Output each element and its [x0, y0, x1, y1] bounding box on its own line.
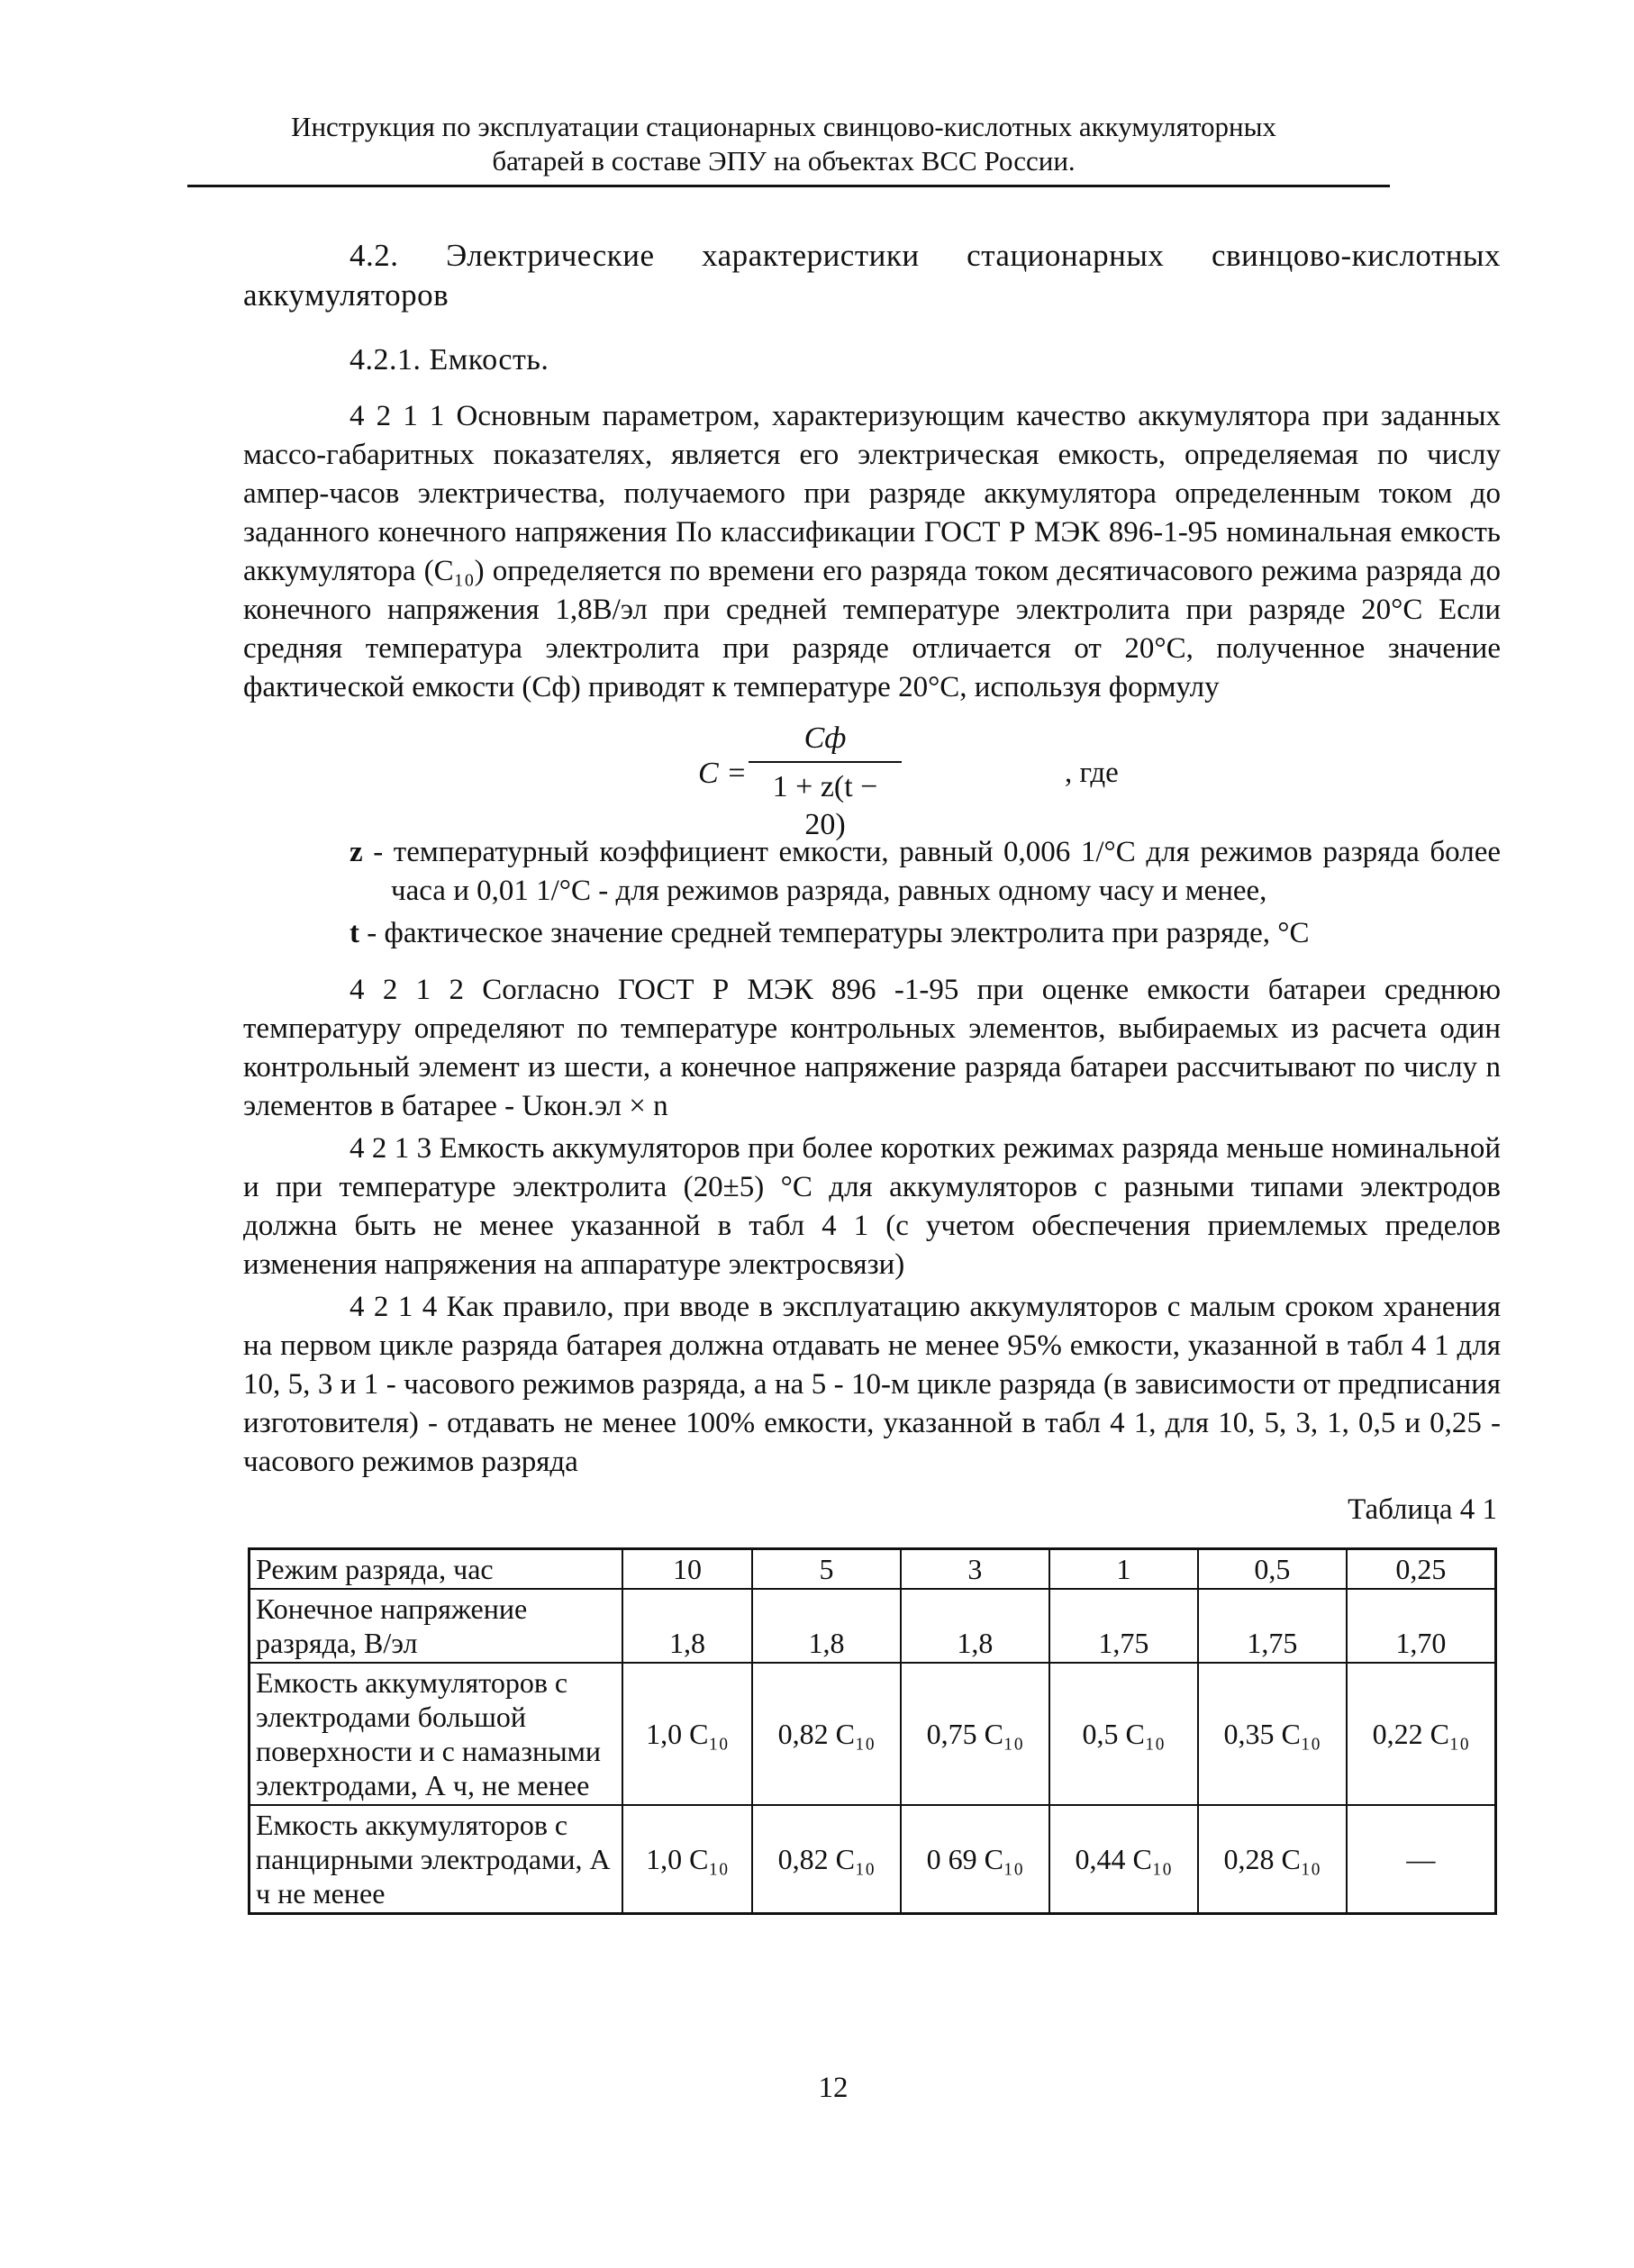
running-header: [180, 110, 1387, 178]
row-label: Емкость аккумуляторов с панцирными электродами, А ч не менее: [250, 1805, 623, 1914]
table-cell: 0,5 C₁₀: [1049, 1663, 1198, 1805]
formula-numerator: Cф: [803, 721, 847, 755]
formula-denominator: 1 + z(t − 20): [772, 770, 878, 841]
paragraph-4211: 4 2 1 1 Основным параметром, характеризующим качество аккумулятора при заданных массо-габаритных показателях, является его электрическая емкость, определяемая по числу ампер-часов электричества, получаемого при разряде аккумулятора определенным током до заданного конечного напряжения По классификации ГОСТ Р МЭК 896-1-95 номинальная емкость аккумулятора (C₁₀) определяется по времени его разряда током десятичасового режима разряда до конечного напряжения 1,8В/эл при средней температуре электролита при разряде 20°С Если средняя температура электролита при разряде отличается от 20°С, полученное значение фактической емкости (Сф) приводят к температуре 20°С, используя формулу: [243, 400, 1501, 703]
table-cell: 0,44 C₁₀: [1049, 1805, 1198, 1914]
paragraph-4213: 4 2 1 3 Емкость аккумуляторов при более коротких режимах разряда меньше номинальной и при температуре электролита (20±5) °С для аккумуляторов с разными типами электродов должна быть не менее указанной в табл 4 1 (с учетом обеспечения приемлемых пределов изменения напряжения на аппаратуре электросвязи): [243, 1132, 1501, 1281]
capacity-formula: [243, 714, 1501, 841]
table-cell: 0,25: [1347, 1549, 1496, 1590]
definition-term: z: [349, 836, 363, 868]
table-cell: 1,8: [901, 1589, 1049, 1663]
table-row: [250, 1549, 1496, 1590]
paragraph-4212: 4 2 1 2 Согласно ГОСТ Р МЭК 896 -1-95 при оценке емкости батареи среднюю температуру определяют по температуре контрольных элементов, выбираемых из расчета один контрольный элемент из шести, а конечное напряжение разряда батареи рассчитывают по числу n элементов в батарее - Uкон.эл × n: [243, 974, 1501, 1122]
table-cell: 1: [1049, 1549, 1198, 1590]
subsection-heading: 4.2.1. Емкость.: [349, 343, 549, 376]
table-row: [250, 1805, 1496, 1914]
table-cell: 1,70: [1347, 1589, 1496, 1663]
definition-z: [349, 833, 1501, 911]
table-cell: 0,82 C₁₀: [752, 1663, 901, 1805]
header-divider: [187, 185, 1390, 187]
definition-text: - температурный коэффициент емкости, равный 0,006 1/°С для режимов разряда более часа и 0,01 1/°С - для режимов разряда, равных одному часу и менее,: [362, 836, 1501, 907]
table-cell: 1,8: [752, 1589, 901, 1663]
table-cell: 10: [622, 1549, 752, 1590]
table-cell: 1,0 C₁₀: [622, 1805, 752, 1914]
table-caption: Таблица 4 1: [1348, 1493, 1497, 1526]
header-line-1: Инструкция по эксплуатации стационарных свинцово-кислотных аккумуляторных: [291, 111, 1276, 142]
page-number: 12: [818, 2072, 849, 2104]
table-cell: 5: [752, 1549, 901, 1590]
table-row: [250, 1663, 1496, 1805]
table-cell: 0,22 C₁₀: [1347, 1663, 1496, 1805]
formula-definitions: [243, 833, 1501, 953]
table-cell: 0,35 C₁₀: [1198, 1663, 1347, 1805]
paragraph-4214: 4 2 1 4 Как правило, при вводе в эксплуатацию аккумуляторов с малым сроком хранения на первом цикле разряда батарея должна отдавать не менее 95% емкости, указанной в табл 4 1 для 10, 5, 3 и 1 - часового режимов разряда, а на 5 - 10-м цикле разряда (в зависимости от предписания изготовителя) - отдавать не менее 100% емкости, указанной в табл 4 1, для 10, 5, 3, 1, 0,5 и 0,25 - часового режимов разряда: [243, 1291, 1501, 1478]
table-cell: 1,75: [1049, 1589, 1198, 1663]
table-row: [250, 1589, 1496, 1663]
table-cell: 3: [901, 1549, 1049, 1590]
table-cell: 0,28 C₁₀: [1198, 1805, 1347, 1914]
formula-suffix: , где: [1065, 757, 1119, 789]
body-text: [243, 236, 1501, 1529]
table-cell: 0,5: [1198, 1549, 1347, 1590]
table-cell: 0 69 C₁₀: [901, 1805, 1049, 1914]
formula-lhs: C =: [698, 757, 748, 790]
table-cell: 0,75 C₁₀: [901, 1663, 1049, 1805]
section-heading: 4.2. Электрические характеристики стационарных свинцово-кислотных аккумуляторов: [243, 238, 1501, 313]
row-label: Конечное напряжение разряда, В/эл: [250, 1589, 623, 1663]
table-cell: 1,75: [1198, 1589, 1347, 1663]
discharge-capacity-table: [248, 1547, 1497, 1915]
table-cell: 1,0 C₁₀: [622, 1663, 752, 1805]
definition-term: t: [349, 917, 359, 949]
row-label: Емкость аккумуляторов с электродами большой поверхности и с намазными электродами, А ч, не менее: [250, 1663, 623, 1805]
definition-text: - фактическое значение средней температуры электролита при разряде, °С: [359, 917, 1310, 949]
header-line-2: батарей в составе ЭПУ на объектах ВСС России.: [492, 145, 1076, 177]
table-cell: 1,8: [622, 1589, 752, 1663]
table-cell: 0,82 C₁₀: [752, 1805, 901, 1914]
definition-t: [349, 914, 1501, 953]
table-cell: —: [1347, 1805, 1496, 1914]
formula-fraction: [749, 720, 902, 841]
row-label: Режим разряда, час: [250, 1549, 623, 1590]
fraction-bar: [749, 761, 902, 763]
